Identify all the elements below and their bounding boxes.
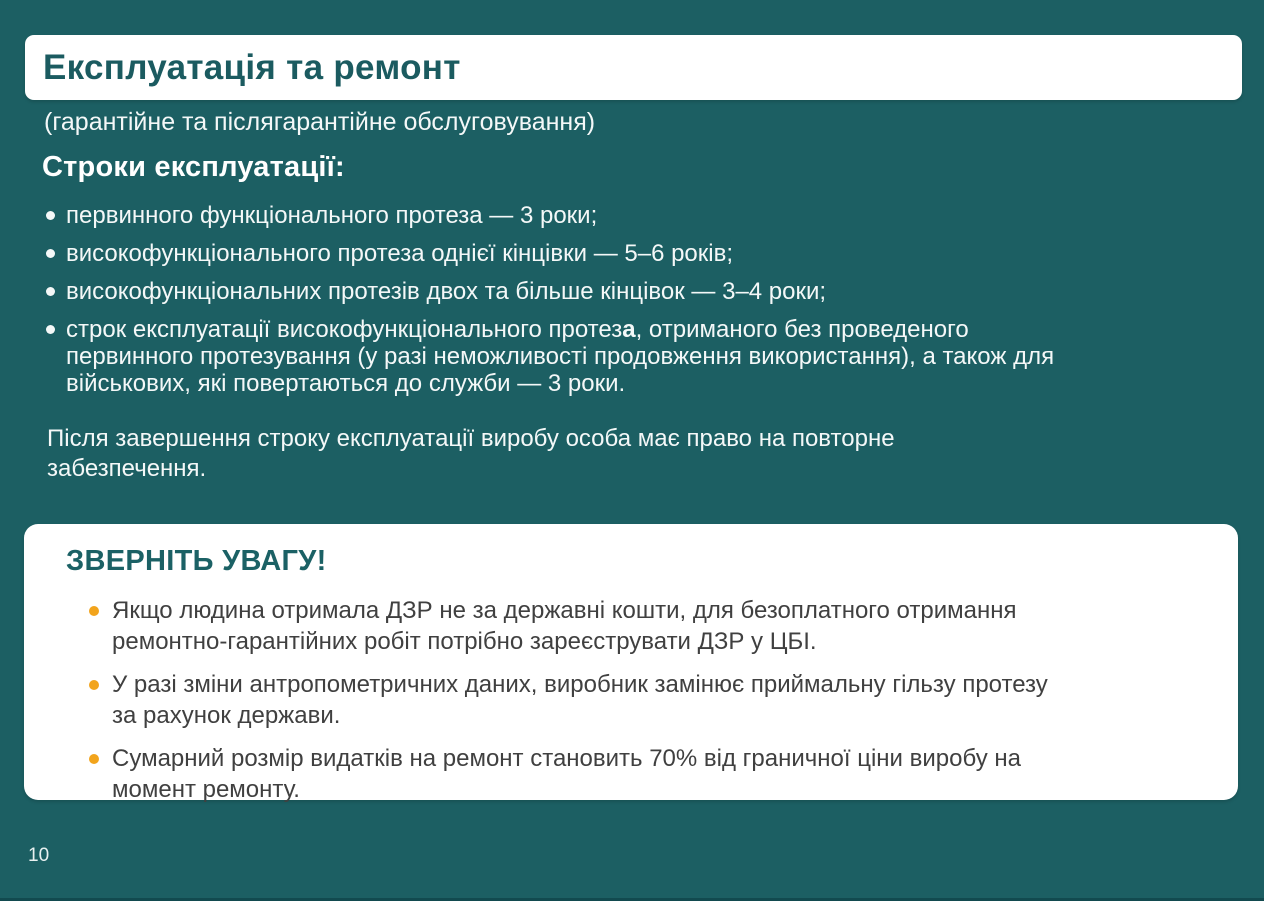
bullet-dot (89, 754, 99, 764)
slide-subtitle: (гарантійне та післягарантійне обслуговування) (44, 108, 596, 136)
list-item (46, 240, 1196, 267)
bullet-dot (46, 211, 55, 220)
list-item-text-lead: строк експлуатації високофункціонального протез (66, 316, 623, 343)
bullet-dot (89, 606, 99, 616)
list-item-text (66, 316, 1066, 397)
terms-list (46, 202, 1196, 408)
notice-card (24, 524, 1238, 803)
list-item (89, 595, 1109, 657)
list-item (89, 669, 1109, 731)
bullet-dot (46, 249, 55, 258)
list-item (89, 743, 1109, 805)
list-item-text: високофункціональних протезів двох та більше кінцівок — 3–4 роки; (66, 278, 827, 305)
list-item-text: високофункціонального протеза однієї кінцівки — 5–6 років; (66, 240, 734, 267)
list-item-text: первинного функціонального протеза — 3 роки; (66, 202, 598, 229)
list-item-text: Якщо людина отримала ДЗР не за державні кошти, для безоплатного отримання ремонтно-гарантійних робіт потрібно зареєструвати ДЗР у ЦБІ. (112, 597, 1017, 655)
bullet-dot (46, 325, 55, 334)
list-item-text-rest: , отриманого без проведеного первинного протезування (у разі неможливості продовження використання), а також для військових, які повертаються до служби — 3 роки. (66, 316, 1055, 397)
terms-heading: Строки експлуатації: (42, 151, 345, 183)
slide-title: Експлуатація та ремонт (43, 47, 461, 87)
list-item-text: Сумарний розмір видатків на ремонт становить 70% від граничної ціни виробу на момент ремонту. (112, 745, 1021, 803)
list-item-text: У разі зміни антропометричних даних, виробник замінює приймальну гільзу протезу за рахунок держави. (112, 671, 1048, 729)
list-item (46, 202, 1196, 229)
title-bar (25, 35, 1242, 100)
notice-heading: ЗВЕРНІТЬ УВАГУ! (66, 545, 327, 577)
notice-list (89, 595, 1109, 805)
list-item (46, 316, 1196, 397)
list-item (46, 278, 1196, 305)
list-item-text-bold: а (622, 316, 636, 343)
page-number: 10 (28, 845, 50, 866)
bullet-dot (46, 287, 55, 296)
bullet-dot (89, 680, 99, 690)
repeat-provision-note: Після завершення строку експлуатації виробу особа має право на повторне забезпечення. (47, 425, 895, 482)
